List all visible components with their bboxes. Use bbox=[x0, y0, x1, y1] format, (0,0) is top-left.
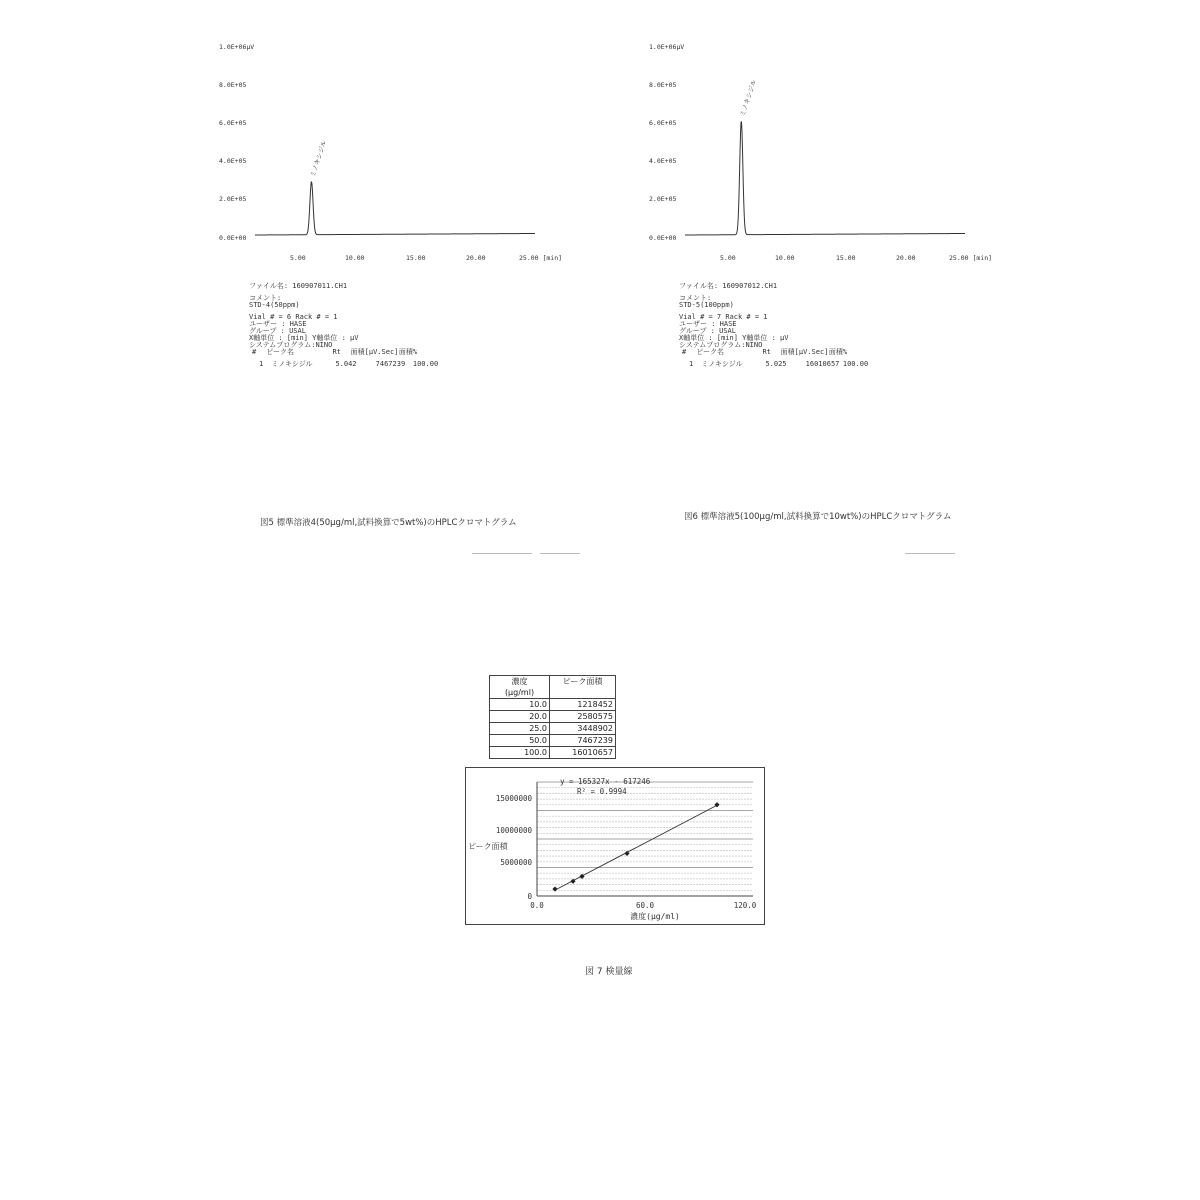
y-tick-label: 0.0E+00 bbox=[219, 234, 247, 242]
header-concentration bbox=[490, 676, 550, 699]
r-squared: R² = 0.9994 bbox=[577, 787, 627, 796]
col-area: 面積[μV.Sec] bbox=[780, 348, 829, 356]
figure-caption-fig6: 図6 標準溶液5(100μg/ml,試料換算で10wt%)のHPLCクロマトグラム bbox=[684, 512, 952, 522]
x-tick-label: 20.00 bbox=[896, 254, 916, 262]
file-name: ファイル名: 160907011.CH1 bbox=[249, 282, 348, 290]
vial-rack: Vial # = 6 Rack # = 1 bbox=[249, 313, 338, 321]
table-row bbox=[490, 747, 616, 759]
cell-num: 1 bbox=[259, 360, 264, 368]
figure-caption-fig5: 図5 標準溶液4(50μg/ml,試料換算で5wt%)のHPLCクロマトグラム bbox=[260, 518, 517, 528]
x-tick-label: 5.00 bbox=[290, 254, 306, 262]
scan-artifact bbox=[540, 553, 580, 554]
x-tick-label: 5.00 bbox=[720, 254, 736, 262]
calibration-table bbox=[489, 675, 616, 759]
group: グループ : USAL bbox=[249, 327, 306, 335]
cell-concentration: 20.0 bbox=[490, 711, 550, 723]
col-num: # bbox=[682, 348, 687, 356]
cell-peak-area: 16010657 bbox=[550, 747, 616, 759]
y-axis-unit-label: 1.0E+06μV bbox=[219, 43, 255, 51]
cell-num: 1 bbox=[689, 360, 694, 368]
user: ユーザー : HASE bbox=[679, 320, 737, 328]
axis-units: X軸単位 : [min] Y軸単位 : μV bbox=[249, 334, 359, 342]
peak-label: ミノキシジル bbox=[308, 139, 329, 179]
peak-table-header bbox=[679, 349, 868, 356]
trendline-equation: y = 165327x - 617246 bbox=[560, 777, 651, 786]
header-concentration-line1: 濃度 bbox=[511, 677, 528, 686]
table-row bbox=[490, 699, 616, 711]
peak-table-row bbox=[249, 361, 438, 368]
y-tick-label: 6.0E+05 bbox=[649, 119, 677, 127]
chromatogram-fig6 bbox=[645, 30, 993, 270]
x-tick-label: 60.0 bbox=[635, 901, 655, 910]
file-name: ファイル名: 160907012.CH1 bbox=[679, 282, 778, 290]
cell-rt: 5.025 bbox=[765, 360, 787, 368]
run-metadata-fig6 bbox=[679, 283, 868, 368]
cell-concentration: 25.0 bbox=[490, 723, 550, 735]
comment-label: コメント: bbox=[679, 294, 712, 302]
x-tick-label: 25.00 [min] bbox=[949, 254, 993, 262]
scan-artifact bbox=[472, 553, 532, 554]
y-tick-label: 6.0E+05 bbox=[219, 119, 247, 127]
x-axis-title: 濃度(μg/ml) bbox=[630, 912, 680, 921]
vial-rack: Vial # = 7 Rack # = 1 bbox=[679, 313, 768, 321]
header-peak-area: ピーク面積 bbox=[550, 676, 616, 699]
peak-label: ミノキシジル bbox=[738, 78, 759, 118]
chromatogram-trace bbox=[685, 122, 965, 236]
system-program: システムプログラム:NINO bbox=[679, 341, 763, 349]
cell-concentration: 50.0 bbox=[490, 735, 550, 747]
cell-area: 7467239 bbox=[375, 360, 406, 368]
y-axis-unit-label: 1.0E+06μV bbox=[649, 43, 685, 51]
y-tick-label: 10000000 bbox=[495, 826, 532, 835]
peak-table-row bbox=[679, 361, 868, 368]
col-area-pct: 面積% bbox=[398, 348, 418, 356]
cell-concentration: 10.0 bbox=[490, 699, 550, 711]
cell-name: ミノキシジル bbox=[701, 360, 743, 368]
col-area-pct: 面積% bbox=[828, 348, 848, 356]
header-concentration-line2: (μg/ml) bbox=[504, 688, 535, 697]
y-tick-label: 8.0E+05 bbox=[649, 81, 677, 89]
comment: STD-5(100ppm) bbox=[679, 301, 734, 309]
y-tick-label: 0 bbox=[527, 892, 532, 901]
chromatogram-fig5 bbox=[215, 30, 563, 270]
col-area: 面積[μV.Sec] bbox=[350, 348, 399, 356]
cell-area: 16010657 bbox=[805, 360, 840, 368]
y-axis-title: ピーク面積 bbox=[468, 842, 508, 851]
col-num: # bbox=[252, 348, 257, 356]
y-tick-label: 5000000 bbox=[500, 858, 532, 867]
cell-name: ミノキシジル bbox=[271, 360, 313, 368]
cell-area-pct: 100.00 bbox=[842, 360, 869, 368]
cell-peak-area: 2580575 bbox=[550, 711, 616, 723]
peak-table-header bbox=[249, 349, 438, 356]
table-row bbox=[490, 723, 616, 735]
x-tick-label: 15.00 bbox=[406, 254, 426, 262]
axis-units: X軸単位 : [min] Y軸単位 : μV bbox=[679, 334, 789, 342]
x-tick-label: 25.00 [min] bbox=[519, 254, 563, 262]
group: グループ : USAL bbox=[679, 327, 736, 335]
x-tick-label: 15.00 bbox=[836, 254, 856, 262]
col-rt: Rt bbox=[762, 348, 771, 356]
cell-area-pct: 100.00 bbox=[412, 360, 439, 368]
y-tick-label: 4.0E+05 bbox=[219, 157, 247, 165]
x-tick-label: 120.0 bbox=[733, 901, 757, 910]
x-tick-label: 0.0 bbox=[530, 901, 544, 910]
y-tick-label: 0.0E+00 bbox=[649, 234, 677, 242]
y-tick-label: 4.0E+05 bbox=[649, 157, 677, 165]
cell-peak-area: 3448902 bbox=[550, 723, 616, 735]
y-tick-label: 8.0E+05 bbox=[219, 81, 247, 89]
system-program: システムプログラム:NINO bbox=[249, 341, 333, 349]
col-rt: Rt bbox=[332, 348, 341, 356]
y-tick-label: 2.0E+05 bbox=[219, 195, 247, 203]
table-row bbox=[490, 711, 616, 723]
user: ユーザー : HASE bbox=[249, 320, 307, 328]
table-row bbox=[490, 735, 616, 747]
figure-caption-fig7: 図 7 検量線 bbox=[585, 967, 633, 977]
comment: STD-4(50ppm) bbox=[249, 301, 300, 309]
col-name: ピーク名 bbox=[696, 348, 724, 356]
scan-artifact bbox=[905, 553, 955, 554]
cell-concentration: 100.0 bbox=[490, 747, 550, 759]
cell-peak-area: 7467239 bbox=[550, 735, 616, 747]
x-tick-label: 10.00 bbox=[775, 254, 795, 262]
x-tick-label: 10.00 bbox=[345, 254, 365, 262]
cell-peak-area: 1218452 bbox=[550, 699, 616, 711]
chromatogram-trace bbox=[255, 181, 535, 235]
y-tick-label: 2.0E+05 bbox=[649, 195, 677, 203]
x-tick-label: 20.00 bbox=[466, 254, 486, 262]
col-name: ピーク名 bbox=[266, 348, 294, 356]
cell-rt: 5.042 bbox=[335, 360, 357, 368]
comment-label: コメント: bbox=[249, 294, 282, 302]
run-metadata-fig5 bbox=[249, 283, 438, 368]
calibration-curve-chart bbox=[465, 767, 765, 925]
y-tick-label: 15000000 bbox=[495, 794, 532, 803]
